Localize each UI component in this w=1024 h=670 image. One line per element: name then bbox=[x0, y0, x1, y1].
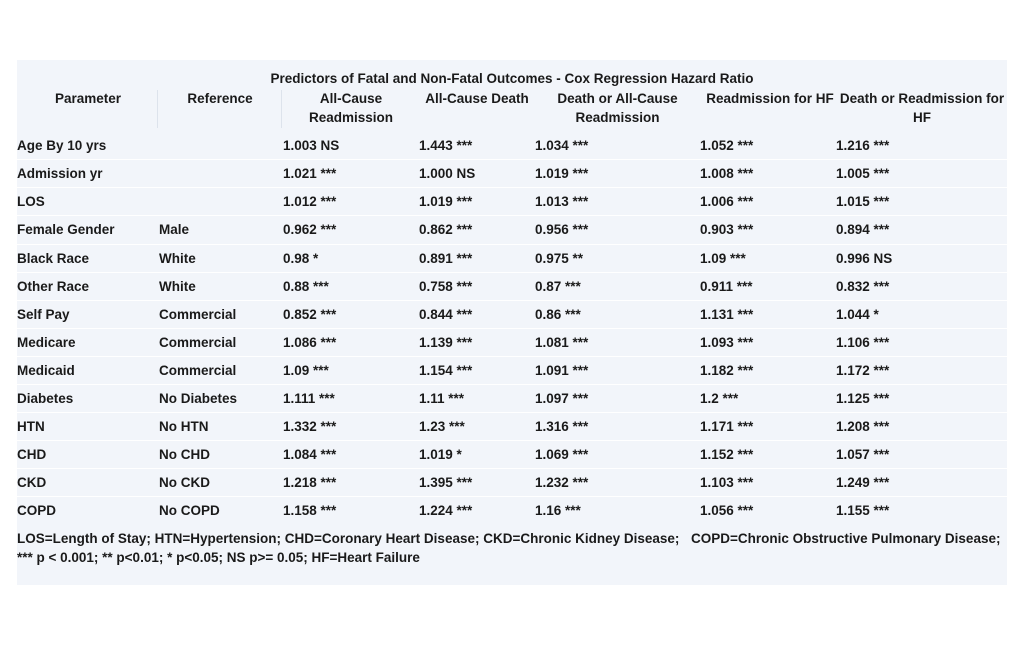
cell-all-cause-death: 1.224 *** bbox=[419, 503, 473, 518]
row-divider bbox=[17, 159, 1007, 160]
cell-death-or-all-cause-readmission: 1.232 *** bbox=[535, 475, 589, 490]
table-row bbox=[17, 160, 1007, 188]
header-line1: Readmission for HF bbox=[706, 91, 834, 106]
row-divider bbox=[17, 412, 1007, 413]
cell-all-cause-death: 1.019 *** bbox=[419, 194, 473, 209]
cell-death-or-all-cause-readmission: 1.097 *** bbox=[535, 391, 589, 406]
table-row bbox=[17, 441, 1007, 469]
cell-readmission-for-hf: 1.152 *** bbox=[700, 447, 754, 462]
cell-death-or-readmission-for-hf: 1.208 *** bbox=[836, 419, 890, 434]
cell-all-cause-death: 0.758 *** bbox=[419, 279, 473, 294]
cell-all-cause-readmission: 1.086 *** bbox=[283, 335, 337, 350]
header-all-cause-readmission bbox=[283, 89, 419, 127]
cell-all-cause-readmission: 1.012 *** bbox=[283, 194, 337, 209]
cell-parameter: Other Race bbox=[17, 279, 90, 294]
cell-death-or-all-cause-readmission: 1.019 *** bbox=[535, 166, 589, 181]
cell-reference: No CKD bbox=[159, 475, 210, 490]
cell-death-or-readmission-for-hf: 1.216 *** bbox=[836, 138, 890, 153]
cell-death-or-readmission-for-hf: 0.996 NS bbox=[836, 251, 893, 266]
row-divider bbox=[17, 440, 1007, 441]
cell-parameter: Diabetes bbox=[17, 391, 74, 406]
cell-reference: Commercial bbox=[159, 363, 237, 378]
cell-death-or-all-cause-readmission: 0.975 ** bbox=[535, 251, 584, 266]
cell-all-cause-death: 1.139 *** bbox=[419, 335, 473, 350]
header-readmission-for-hf bbox=[700, 89, 840, 108]
table-row bbox=[17, 413, 1007, 441]
cell-readmission-for-hf: 1.052 *** bbox=[700, 138, 754, 153]
row-divider bbox=[17, 187, 1007, 188]
row-divider bbox=[17, 272, 1007, 273]
cell-death-or-readmission-for-hf: 0.894 *** bbox=[836, 222, 890, 237]
table-row bbox=[17, 385, 1007, 413]
cell-all-cause-readmission: 1.111 *** bbox=[283, 391, 335, 406]
cell-readmission-for-hf: 0.911 *** bbox=[700, 279, 753, 294]
table-row bbox=[17, 188, 1007, 216]
cell-readmission-for-hf: 1.103 *** bbox=[700, 475, 754, 490]
header-line2: HF bbox=[913, 110, 931, 125]
table-row bbox=[17, 329, 1007, 357]
row-divider bbox=[17, 384, 1007, 385]
header-line1: Death or All-Cause bbox=[557, 91, 678, 106]
cell-reference: No HTN bbox=[159, 419, 209, 434]
cell-parameter: CHD bbox=[17, 447, 47, 462]
cell-all-cause-death: 1.000 NS bbox=[419, 166, 476, 181]
cell-readmission-for-hf: 1.09 *** bbox=[700, 251, 746, 266]
cell-all-cause-death: 1.154 *** bbox=[419, 363, 473, 378]
header-line2: Readmission bbox=[308, 110, 394, 125]
cell-readmission-for-hf: 1.182 *** bbox=[700, 363, 754, 378]
cell-reference: Male bbox=[159, 222, 190, 237]
footnote-abbreviations: LOS=Length of Stay; HTN=Hypertension; CHD=Coronary Heart Disease; CKD=Chronic Kidney Disease; bbox=[17, 531, 680, 546]
cell-death-or-readmission-for-hf: 1.172 *** bbox=[836, 363, 890, 378]
table-row bbox=[17, 273, 1007, 301]
footnote-copd: COPD=Chronic Obstructive Pulmonary Disease; bbox=[691, 531, 1001, 546]
cell-readmission-for-hf: 1.006 *** bbox=[700, 194, 754, 209]
cell-all-cause-readmission: 1.158 *** bbox=[283, 503, 337, 518]
cell-parameter: Medicaid bbox=[17, 363, 75, 378]
table-row bbox=[17, 301, 1007, 329]
cell-death-or-all-cause-readmission: 1.069 *** bbox=[535, 447, 589, 462]
cell-reference: No CHD bbox=[159, 447, 210, 462]
cell-reference: White bbox=[159, 279, 196, 294]
header-death-or-readmission-for-hf bbox=[838, 89, 1006, 127]
cell-all-cause-readmission: 0.852 *** bbox=[283, 307, 337, 322]
column-divider bbox=[281, 90, 282, 128]
header-line1: All-Cause bbox=[319, 91, 383, 106]
cell-all-cause-death: 1.019 * bbox=[419, 447, 462, 462]
cell-death-or-all-cause-readmission: 0.87 *** bbox=[535, 279, 581, 294]
cell-death-or-readmission-for-hf: 1.005 *** bbox=[836, 166, 890, 181]
cell-all-cause-death: 1.443 *** bbox=[419, 138, 473, 153]
cell-parameter: Female Gender bbox=[17, 222, 115, 237]
cell-death-or-readmission-for-hf: 1.044 * bbox=[836, 307, 879, 322]
cell-all-cause-readmission: 1.021 *** bbox=[283, 166, 337, 181]
header-line2: Readmission bbox=[575, 110, 660, 125]
header-line1: Parameter bbox=[54, 91, 122, 106]
row-divider bbox=[17, 244, 1007, 245]
cell-all-cause-readmission: 1.084 *** bbox=[283, 447, 337, 462]
footnote-significance: *** p < 0.001; ** p<0.01; * p<0.05; NS p>= 0.05; HF=Heart Failure bbox=[17, 550, 420, 565]
row-divider bbox=[17, 328, 1007, 329]
cell-all-cause-readmission: 1.003 NS bbox=[283, 138, 340, 153]
cell-all-cause-death: 0.891 *** bbox=[419, 251, 473, 266]
header-all-cause-death bbox=[418, 89, 536, 108]
cell-readmission-for-hf: 1.056 *** bbox=[700, 503, 754, 518]
header-parameter bbox=[17, 89, 159, 108]
cell-all-cause-readmission: 0.98 * bbox=[283, 251, 319, 266]
table-row bbox=[17, 357, 1007, 385]
cell-all-cause-death: 1.23 *** bbox=[419, 419, 465, 434]
cell-parameter: CKD bbox=[17, 475, 47, 490]
cell-death-or-all-cause-readmission: 1.013 *** bbox=[535, 194, 589, 209]
cell-death-or-all-cause-readmission: 1.16 *** bbox=[535, 503, 581, 518]
cell-all-cause-death: 0.844 *** bbox=[419, 307, 473, 322]
cell-all-cause-readmission: 1.09 *** bbox=[283, 363, 329, 378]
cell-all-cause-death: 0.862 *** bbox=[419, 222, 473, 237]
cell-reference: Commercial bbox=[159, 307, 237, 322]
cell-death-or-all-cause-readmission: 0.86 *** bbox=[535, 307, 581, 322]
cell-reference: White bbox=[159, 251, 196, 266]
cell-parameter: Medicare bbox=[17, 335, 76, 350]
table-row bbox=[17, 132, 1007, 160]
row-divider bbox=[17, 468, 1007, 469]
cell-parameter: COPD bbox=[17, 503, 57, 518]
table-title: Predictors of Fatal and Non-Fatal Outcomes - Cox Regression Hazard Ratio bbox=[270, 71, 754, 86]
header-line1: Reference bbox=[187, 91, 253, 106]
row-divider bbox=[17, 215, 1007, 216]
row-divider bbox=[17, 356, 1007, 357]
cell-parameter: Age By 10 yrs bbox=[17, 138, 107, 153]
row-divider bbox=[17, 300, 1007, 301]
cell-readmission-for-hf: 1.131 *** bbox=[700, 307, 754, 322]
cell-death-or-all-cause-readmission: 1.034 *** bbox=[535, 138, 589, 153]
cell-reference: No COPD bbox=[159, 503, 220, 518]
cell-parameter: Admission yr bbox=[17, 166, 103, 181]
cell-all-cause-death: 1.11 *** bbox=[419, 391, 465, 406]
row-divider bbox=[17, 496, 1007, 497]
cell-death-or-all-cause-readmission: 1.316 *** bbox=[535, 419, 589, 434]
cell-readmission-for-hf: 1.008 *** bbox=[700, 166, 754, 181]
cell-all-cause-readmission: 1.332 *** bbox=[283, 419, 337, 434]
header-reference bbox=[160, 89, 280, 108]
cell-death-or-all-cause-readmission: 0.956 *** bbox=[535, 222, 589, 237]
header-death-or-all-cause-readmission bbox=[540, 89, 695, 127]
cell-reference: Commercial bbox=[159, 335, 237, 350]
cell-death-or-all-cause-readmission: 1.081 *** bbox=[535, 335, 589, 350]
cell-parameter: Self Pay bbox=[17, 307, 70, 322]
table-row bbox=[17, 469, 1007, 497]
cell-all-cause-readmission: 0.88 *** bbox=[283, 279, 329, 294]
cell-death-or-all-cause-readmission: 1.091 *** bbox=[535, 363, 589, 378]
cell-readmission-for-hf: 1.093 *** bbox=[700, 335, 754, 350]
cell-death-or-readmission-for-hf: 1.057 *** bbox=[836, 447, 890, 462]
table-row bbox=[17, 216, 1007, 244]
cell-parameter: Black Race bbox=[17, 251, 90, 266]
cell-readmission-for-hf: 1.2 *** bbox=[700, 391, 739, 406]
cell-reference: No Diabetes bbox=[159, 391, 238, 406]
cell-all-cause-readmission: 0.962 *** bbox=[283, 222, 337, 237]
cell-readmission-for-hf: 0.903 *** bbox=[700, 222, 754, 237]
cell-all-cause-death: 1.395 *** bbox=[419, 475, 473, 490]
cell-death-or-readmission-for-hf: 1.249 *** bbox=[836, 475, 890, 490]
column-divider bbox=[157, 90, 158, 128]
header-line1: All-Cause Death bbox=[425, 91, 529, 106]
cell-death-or-readmission-for-hf: 1.155 *** bbox=[836, 503, 890, 518]
cell-parameter: LOS bbox=[17, 194, 45, 209]
cell-death-or-readmission-for-hf: 1.015 *** bbox=[836, 194, 890, 209]
cell-parameter: HTN bbox=[17, 419, 45, 434]
cell-death-or-readmission-for-hf: 1.125 *** bbox=[836, 391, 890, 406]
cell-death-or-readmission-for-hf: 1.106 *** bbox=[836, 335, 890, 350]
cell-death-or-readmission-for-hf: 0.832 *** bbox=[836, 279, 890, 294]
header-line1: Death or Readmission for bbox=[839, 91, 1005, 106]
cell-all-cause-readmission: 1.218 *** bbox=[283, 475, 337, 490]
cell-readmission-for-hf: 1.171 *** bbox=[700, 419, 754, 434]
table-row bbox=[17, 245, 1007, 273]
table-row bbox=[17, 497, 1007, 525]
